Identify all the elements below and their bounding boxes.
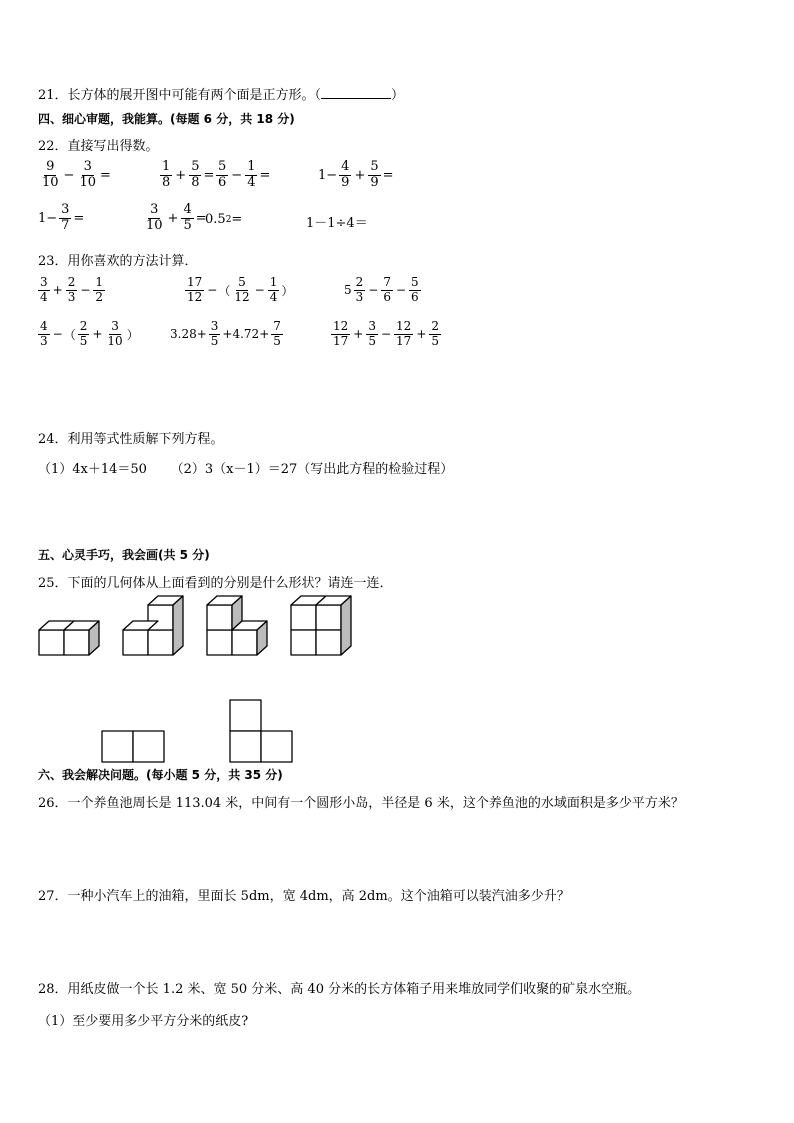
question-26: 26．一个养鱼池周长是 113.04 米，中间有一个圆形小岛，半径是 6 米，这个养鱼池的水域面积是多少平方米？ — [38, 796, 684, 811]
question-21: 21．长方体的展开图中可能有两个面是正方形。（ ） — [38, 88, 405, 103]
q22-expr-4: 1− $\frac{4}{9}$ + $\frac{5}{9}$ = — [318, 159, 394, 190]
solid-3[interactable] — [207, 596, 267, 655]
q23-expr-3: 5 $\frac{2}{3}$ − $\frac{7}{6}$ − $\frac{5}{6}$ — [344, 275, 419, 304]
solid-4[interactable] — [291, 596, 351, 655]
question-22-title: 22．直接写出得数。 — [38, 139, 159, 154]
question-27: 27．一种小汽车上的油箱，里面长 5dm，宽 4dm，高 2dm。这个油箱可以装汽油多少升？ — [38, 889, 570, 904]
question-28: 28．用纸皮做一个长 1.2 米、宽 50 分米、高 40 分米的长方体箱子用来堆放同学们收聚的矿泉水空瓶。 — [38, 982, 641, 997]
question-25: 25．下面的几何体从上面看到的分别是什么形状？请连一连． — [38, 576, 393, 591]
top-view-b[interactable] — [230, 700, 292, 762]
q23-expr-2: $\frac{17}{12}$ − （ $\frac{5}{12}$ − $\frac{1}{4}$ ） — [187, 275, 294, 304]
q23-expr-1: $\frac{3}{4}$ + $\frac{2}{3}$ − $\frac{1}{2}$ — [40, 275, 104, 304]
section-4-heading: 四、细心审题，我能算。(每题 6 分，共 18 分) — [38, 112, 295, 126]
q22-expr-3: $\frac{5}{6}$ − $\frac{1}{4}$ = — [218, 159, 271, 190]
q22-expr-6: $\frac{3}{10}$ + $\frac{4}{5}$ = — [146, 202, 207, 233]
top-view-a[interactable] — [102, 731, 164, 762]
solid-1[interactable] — [39, 621, 99, 655]
q22-expr-5: 1− $\frac{3}{7}$ = — [38, 202, 85, 233]
question-24-title: 24．利用等式性质解下列方程。 — [38, 432, 224, 447]
q23-expr-4: $\frac{4}{3}$ − （ $\frac{2}{5}$ + $\frac{3}{10}$ ） — [40, 319, 139, 348]
question-24-subparts: （1）4x＋14＝50 （2）3（x－1）＝27（写出此方程的检验过程） — [38, 462, 454, 477]
q22-expr-8: 1－1÷4＝ — [306, 216, 368, 231]
section-6-heading: 六、我会解决问题。(每小题 5 分，共 35 分) — [38, 768, 283, 782]
q23-expr-6: $\frac{12}{17}$ + $\frac{3}{5}$ − $\frac{12}{17}$ + $\frac{2}{5}$ — [333, 319, 440, 348]
section-5-heading: 五、心灵手巧，我会画(共 5 分) — [38, 548, 210, 562]
q22-expr-1: $\frac{9}{10}$ − $\frac{3}{10}$ = — [42, 159, 111, 190]
q23-expr-5: 3.28+ $\frac{3}{5}$ +4.72+ $\frac{7}{5}$ — [170, 319, 281, 348]
solid-2[interactable] — [123, 596, 183, 655]
q22-expr-7: 0.5 2 = — [205, 212, 243, 227]
question-23-title: 23．用你喜欢的方法计算． — [38, 254, 198, 269]
question-28-sub-1: （1）至少要用多少平方分米的纸皮? — [38, 1014, 249, 1029]
q22-expr-2: $\frac{1}{8}$ + $\frac{5}{8}$ = — [162, 159, 215, 190]
